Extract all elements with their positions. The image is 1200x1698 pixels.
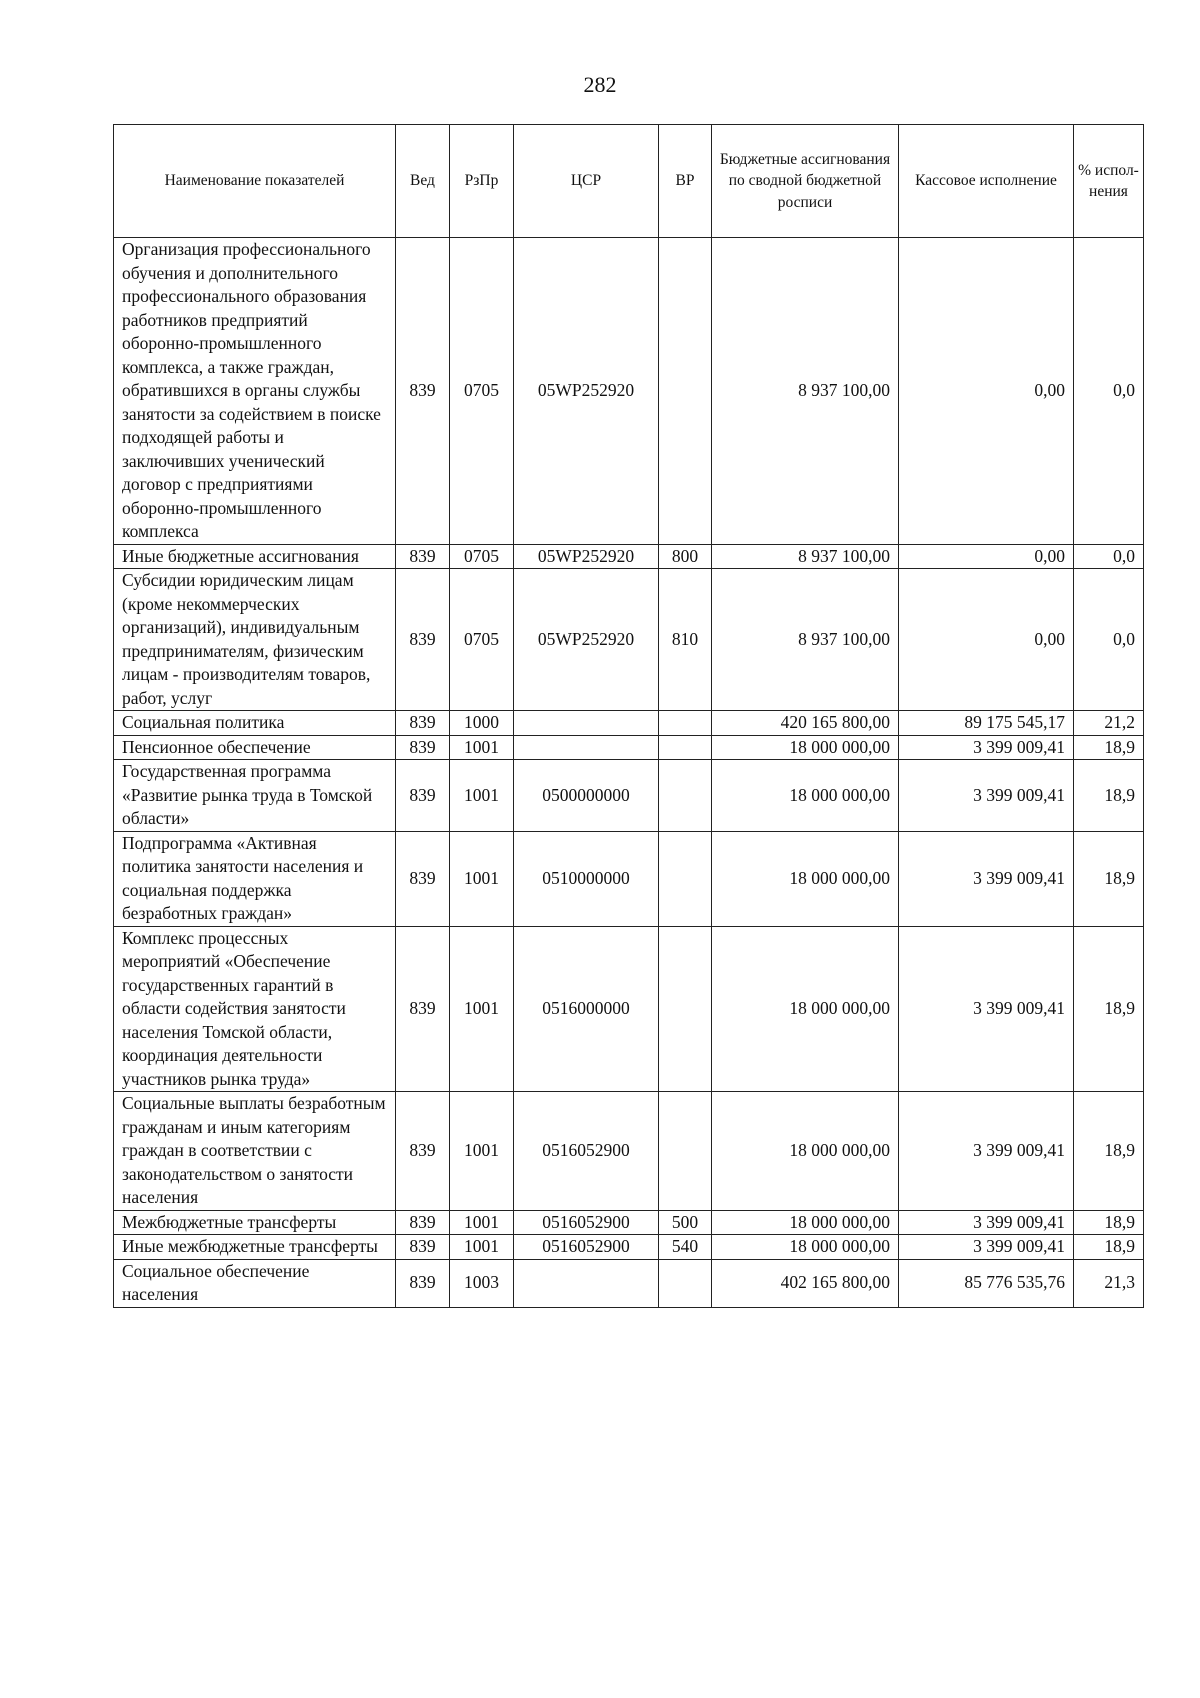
cell-budget: 18 000 000,00 bbox=[712, 1210, 899, 1235]
cell-budget: 18 000 000,00 bbox=[712, 1092, 899, 1211]
table-row bbox=[114, 1092, 1144, 1211]
cell-budget: 420 165 800,00 bbox=[712, 711, 899, 736]
cell-rzpr: 0705 bbox=[450, 569, 514, 711]
cell-rzpr: 1001 bbox=[450, 1210, 514, 1235]
cell-pct: 21,3 bbox=[1074, 1259, 1144, 1307]
header-pct: % испол-нения bbox=[1074, 125, 1144, 238]
cell-name: Комплекс процессных мероприятий «Обеспечение государственных гарантий в области содействия занятости населения Томской области, координация деятельности участников рынка труда» bbox=[114, 926, 396, 1092]
cell-rzpr: 0705 bbox=[450, 544, 514, 569]
cell-pct: 18,9 bbox=[1074, 1235, 1144, 1260]
header-ved: Вед bbox=[396, 125, 450, 238]
cell-csr: 0516052900 bbox=[514, 1235, 659, 1260]
cell-rzpr: 1001 bbox=[450, 926, 514, 1092]
cell-pct: 18,9 bbox=[1074, 1092, 1144, 1211]
table-row bbox=[114, 760, 1144, 832]
cell-budget: 8 937 100,00 bbox=[712, 569, 899, 711]
header-cash: Кассовое исполнение bbox=[899, 125, 1074, 238]
cell-rzpr: 1001 bbox=[450, 760, 514, 832]
cell-vr: 540 bbox=[659, 1235, 712, 1260]
table-row bbox=[114, 711, 1144, 736]
cell-cash: 0,00 bbox=[899, 544, 1074, 569]
cell-csr bbox=[514, 1259, 659, 1307]
cell-name: Организация профессионального обучения и дополнительного профессионального образования работников предприятий оборонно-промышленного комплекса, а также граждан, обратившихся в органы службы занятости за содействием в поиске подходящей работы и заключивших ученический договор с предприятиями оборонно-промышленного комплекса bbox=[114, 238, 396, 545]
cell-name: Межбюджетные трансферты bbox=[114, 1210, 396, 1235]
cell-name: Социальное обеспечение населения bbox=[114, 1259, 396, 1307]
header-csr: ЦСР bbox=[514, 125, 659, 238]
cell-budget: 8 937 100,00 bbox=[712, 544, 899, 569]
cell-budget: 8 937 100,00 bbox=[712, 238, 899, 545]
cell-cash: 3 399 009,41 bbox=[899, 1092, 1074, 1211]
cell-cash: 3 399 009,41 bbox=[899, 735, 1074, 760]
table-row bbox=[114, 1259, 1144, 1307]
cell-ved: 839 bbox=[396, 735, 450, 760]
cell-vr: 810 bbox=[659, 569, 712, 711]
cell-ved: 839 bbox=[396, 544, 450, 569]
cell-pct: 18,9 bbox=[1074, 1210, 1144, 1235]
cell-cash: 85 776 535,76 bbox=[899, 1259, 1074, 1307]
cell-ved: 839 bbox=[396, 831, 450, 926]
cell-ved: 839 bbox=[396, 1259, 450, 1307]
cell-ved: 839 bbox=[396, 238, 450, 545]
cell-vr bbox=[659, 711, 712, 736]
cell-pct: 18,9 bbox=[1074, 735, 1144, 760]
cell-rzpr: 0705 bbox=[450, 238, 514, 545]
table-row bbox=[114, 831, 1144, 926]
cell-budget: 18 000 000,00 bbox=[712, 760, 899, 832]
table-row bbox=[114, 1210, 1144, 1235]
cell-cash: 89 175 545,17 bbox=[899, 711, 1074, 736]
cell-budget: 18 000 000,00 bbox=[712, 735, 899, 760]
table-row bbox=[114, 238, 1144, 545]
cell-pct: 18,9 bbox=[1074, 831, 1144, 926]
table-row bbox=[114, 1235, 1144, 1260]
cell-cash: 3 399 009,41 bbox=[899, 1235, 1074, 1260]
table-row bbox=[114, 569, 1144, 711]
cell-vr bbox=[659, 735, 712, 760]
table-row bbox=[114, 544, 1144, 569]
cell-cash: 0,00 bbox=[899, 238, 1074, 545]
cell-cash: 3 399 009,41 bbox=[899, 1210, 1074, 1235]
header-row bbox=[114, 125, 1144, 238]
cell-rzpr: 1001 bbox=[450, 831, 514, 926]
cell-vr bbox=[659, 760, 712, 832]
cell-name: Социальные выплаты безработным гражданам и иным категориям граждан в соответствии с законодательством о занятости населения bbox=[114, 1092, 396, 1211]
cell-cash: 0,00 bbox=[899, 569, 1074, 711]
cell-ved: 839 bbox=[396, 1092, 450, 1211]
cell-ved: 839 bbox=[396, 711, 450, 736]
cell-pct: 0,0 bbox=[1074, 238, 1144, 545]
cell-rzpr: 1001 bbox=[450, 1092, 514, 1211]
cell-ved: 839 bbox=[396, 1210, 450, 1235]
cell-name: Субсидии юридическим лицам (кроме некоммерческих организаций), индивидуальным предпринимателям, физическим лицам - производителям товаров, работ, услуг bbox=[114, 569, 396, 711]
cell-cash: 3 399 009,41 bbox=[899, 760, 1074, 832]
cell-name: Иные межбюджетные трансферты bbox=[114, 1235, 396, 1260]
budget-execution-table bbox=[113, 124, 1144, 1308]
cell-ved: 839 bbox=[396, 569, 450, 711]
cell-cash: 3 399 009,41 bbox=[899, 926, 1074, 1092]
cell-pct: 18,9 bbox=[1074, 760, 1144, 832]
cell-csr: 0516000000 bbox=[514, 926, 659, 1092]
cell-csr: 0516052900 bbox=[514, 1210, 659, 1235]
cell-csr: 0500000000 bbox=[514, 760, 659, 832]
cell-name: Социальная политика bbox=[114, 711, 396, 736]
cell-csr: 0516052900 bbox=[514, 1092, 659, 1211]
header-name: Наименование показателей bbox=[114, 125, 396, 238]
cell-rzpr: 1000 bbox=[450, 711, 514, 736]
cell-vr bbox=[659, 831, 712, 926]
cell-budget: 18 000 000,00 bbox=[712, 1235, 899, 1260]
cell-pct: 0,0 bbox=[1074, 544, 1144, 569]
cell-budget: 18 000 000,00 bbox=[712, 926, 899, 1092]
cell-vr bbox=[659, 238, 712, 545]
cell-csr: 0510000000 bbox=[514, 831, 659, 926]
cell-cash: 3 399 009,41 bbox=[899, 831, 1074, 926]
cell-ved: 839 bbox=[396, 760, 450, 832]
cell-ved: 839 bbox=[396, 926, 450, 1092]
cell-ved: 839 bbox=[396, 1235, 450, 1260]
header-budget: Бюджетные ассигнования по сводной бюджетной росписи bbox=[712, 125, 899, 238]
cell-csr bbox=[514, 735, 659, 760]
table-row bbox=[114, 926, 1144, 1092]
cell-vr bbox=[659, 1092, 712, 1211]
cell-csr bbox=[514, 711, 659, 736]
cell-csr: 05WP252920 bbox=[514, 238, 659, 545]
cell-budget: 402 165 800,00 bbox=[712, 1259, 899, 1307]
cell-vr: 800 bbox=[659, 544, 712, 569]
cell-pct: 21,2 bbox=[1074, 711, 1144, 736]
cell-vr bbox=[659, 1259, 712, 1307]
header-rzpr: РзПр bbox=[450, 125, 514, 238]
cell-csr: 05WP252920 bbox=[514, 569, 659, 711]
cell-pct: 18,9 bbox=[1074, 926, 1144, 1092]
cell-budget: 18 000 000,00 bbox=[712, 831, 899, 926]
header-vr: ВР bbox=[659, 125, 712, 238]
table-row bbox=[114, 735, 1144, 760]
cell-name: Подпрограмма «Активная политика занятости населения и социальная поддержка безработных граждан» bbox=[114, 831, 396, 926]
cell-name: Иные бюджетные ассигнования bbox=[114, 544, 396, 569]
cell-vr: 500 bbox=[659, 1210, 712, 1235]
cell-rzpr: 1001 bbox=[450, 735, 514, 760]
page-number: 282 bbox=[583, 72, 617, 97]
cell-vr bbox=[659, 926, 712, 1092]
cell-rzpr: 1001 bbox=[450, 1235, 514, 1260]
cell-name: Пенсионное обеспечение bbox=[114, 735, 396, 760]
cell-name: Государственная программа «Развитие рынка труда в Томской области» bbox=[114, 760, 396, 832]
cell-csr: 05WP252920 bbox=[514, 544, 659, 569]
cell-pct: 0,0 bbox=[1074, 569, 1144, 711]
cell-rzpr: 1003 bbox=[450, 1259, 514, 1307]
